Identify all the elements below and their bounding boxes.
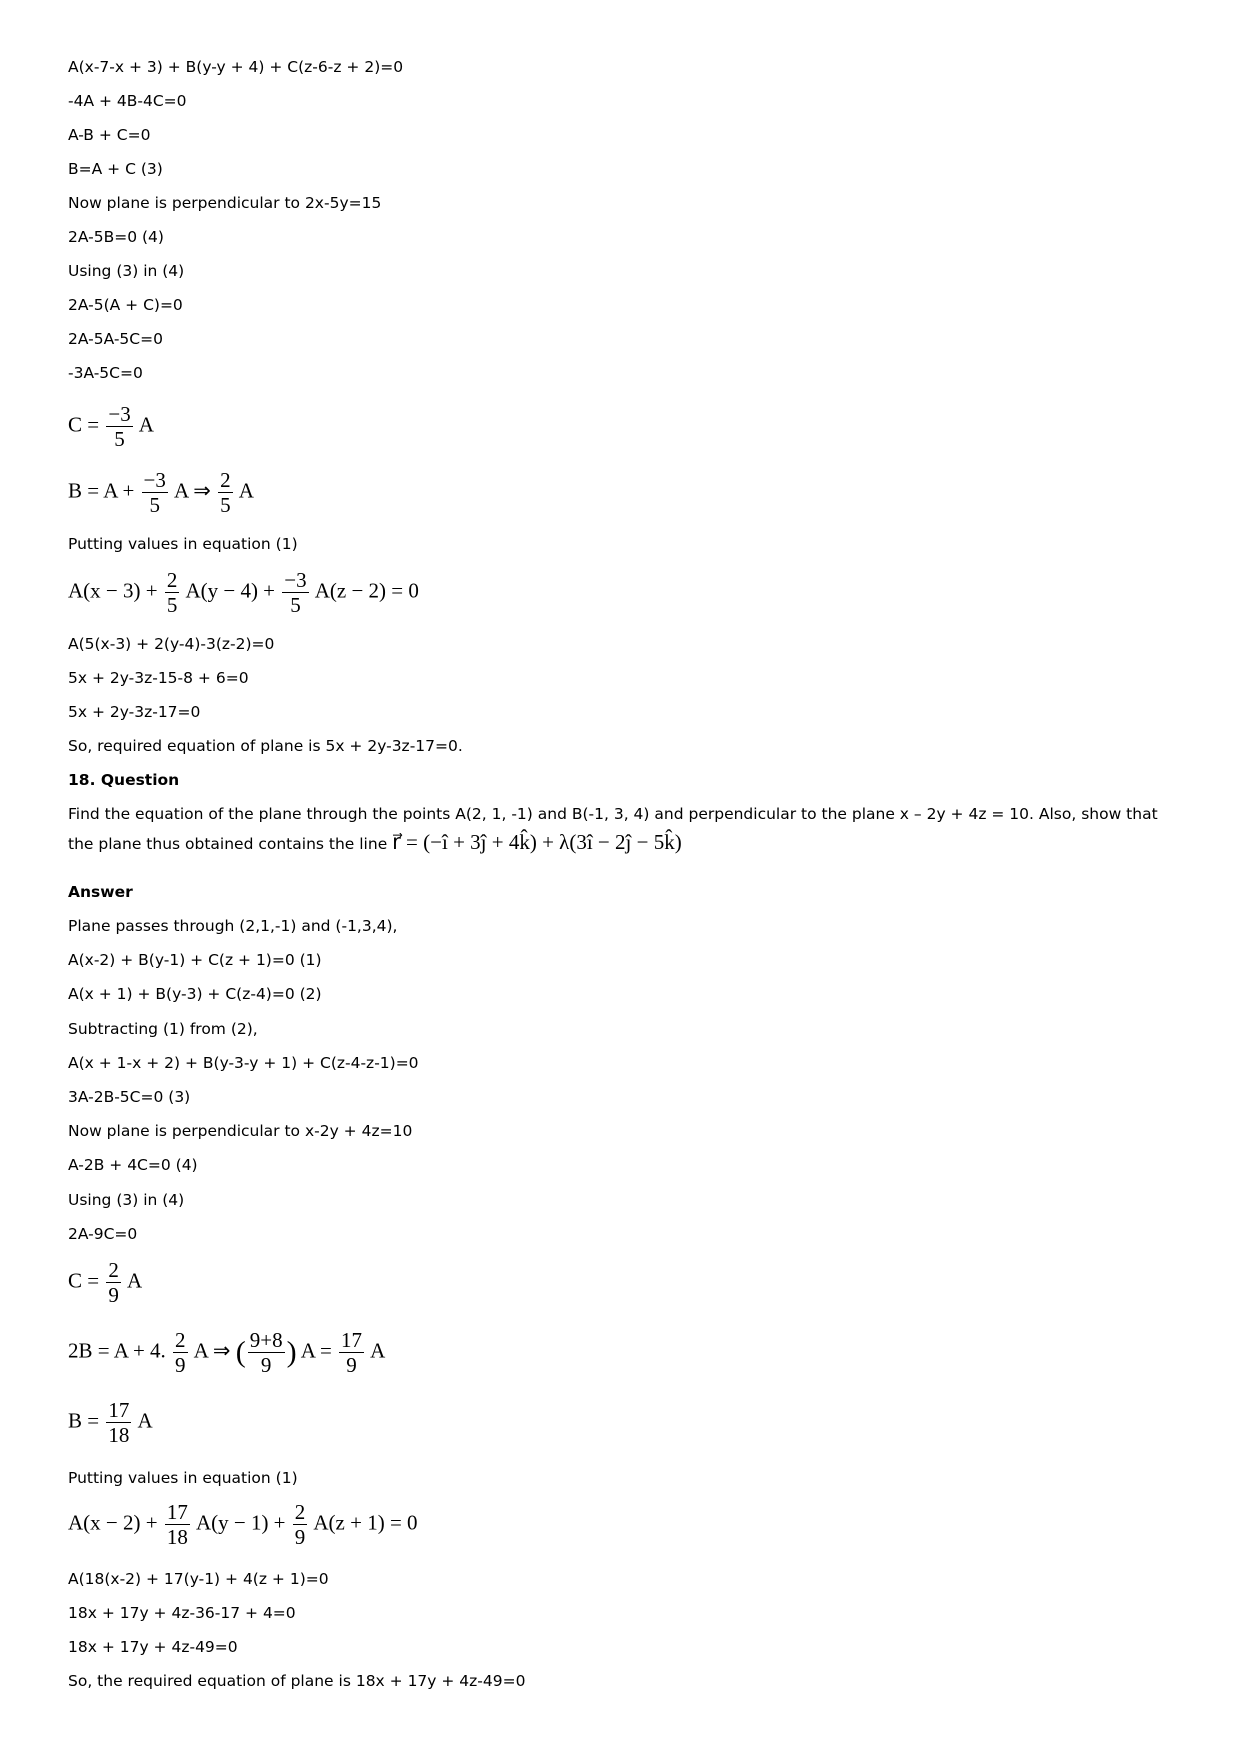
equation-line: B=A + C (3) — [68, 160, 163, 178]
equation-line: A(18(x-2) + 17(y-1) + 4(z + 1)=0 — [68, 1570, 329, 1588]
math-formula-b: B = A + $\frac{-3}{5}$ A ⇒ $\frac{2}{5}$ A — [68, 468, 254, 517]
equation-line: A(x-2) + B(y-1) + C(z + 1)=0 (1) — [68, 951, 322, 969]
text-line: Using (3) in (4) — [68, 262, 185, 280]
equation-line: 5x + 2y-3z-17=0 — [68, 703, 201, 721]
equation-line: 2A-5A-5C=0 — [68, 330, 163, 348]
math-formula-b: B = $\frac{17}{18}$ A — [68, 1398, 153, 1447]
text-line: Putting values in equation (1) — [68, 535, 298, 553]
math-formula-c: C = $\frac{2}{9}$ A — [68, 1258, 143, 1307]
text-line: Plane passes through (2,1,-1) and (-1,3,4), — [68, 917, 398, 935]
equation-line: 5x + 2y-3z-15-8 + 6=0 — [68, 669, 249, 687]
equation-line: A-2B + 4C=0 (4) — [68, 1156, 198, 1174]
text-line: Subtracting (1) from (2), — [68, 1020, 258, 1038]
question-text: Find the equation of the plane through the points A(2, 1, -1) and B(-1, 3, 4) and perpendicular to the plane x – 2y + 4z = 10. Also, show that the plane thus obtained contains the line r⃗ = (−î + 3ĵ + 4k̂) + λ(3î − 2ĵ − 5k̂) — [68, 805, 1158, 854]
equation-line: A(x + 1) + B(y-3) + C(z-4)=0 (2) — [68, 985, 322, 1003]
equation-line: A(x-7-x + 3) + B(y-y + 4) + C(z-6-z + 2)=0 — [68, 58, 404, 76]
equation-line: 2A-9C=0 — [68, 1225, 138, 1243]
equation-line: -4A + 4B-4C=0 — [68, 92, 187, 110]
math-formula-2b: 2B = A + 4. $\frac{2}{9}$ A ⇒ ( $\frac{9+8}{9}$ ) A = $\frac{17}{9}$ A — [68, 1328, 386, 1377]
conclusion-line: So, required equation of plane is 5x + 2y-3z-17=0. — [68, 737, 463, 755]
answer-label: Answer — [68, 883, 133, 901]
math-formula-c: C = $\frac{-3}{5}$ A — [68, 402, 154, 451]
equation-line: 3A-2B-5C=0 (3) — [68, 1088, 191, 1106]
equation-line: 18x + 17y + 4z-49=0 — [68, 1638, 238, 1656]
equation-line: 2A-5(A + C)=0 — [68, 296, 183, 314]
equation-line: A(5(x-3) + 2(y-4)-3(z-2)=0 — [68, 635, 275, 653]
equation-line: A-B + C=0 — [68, 126, 151, 144]
equation-line: -3A-5C=0 — [68, 364, 143, 382]
equation-line: 18x + 17y + 4z-36-17 + 4=0 — [68, 1604, 296, 1622]
text-line: Putting values in equation (1) — [68, 1469, 298, 1487]
text-line: Using (3) in (4) — [68, 1191, 185, 1209]
vector-equation: r⃗ = (−î + 3ĵ + 4k̂) + λ(3î − 2ĵ − 5k̂) — [392, 830, 682, 854]
math-formula-plane: A(x − 2) + $\frac{17}{18}$ A(y − 1) + $\frac{2}{9}$ A(z + 1) = 0 — [68, 1500, 418, 1549]
text-line: Now plane is perpendicular to 2x-5y=15 — [68, 194, 382, 212]
text-line: Now plane is perpendicular to x-2y + 4z=10 — [68, 1122, 413, 1140]
conclusion-line: So, the required equation of plane is 18x + 17y + 4z-49=0 — [68, 1672, 526, 1690]
equation-line: 2A-5B=0 (4) — [68, 228, 164, 246]
equation-line: A(x + 1-x + 2) + B(y-3-y + 1) + C(z-4-z-1)=0 — [68, 1054, 419, 1072]
question-heading: 18. Question — [68, 771, 180, 789]
math-formula-plane: A(x − 3) + $\frac{2}{5}$ A(y − 4) + $\frac{-3}{5}$ A(z − 2) = 0 — [68, 568, 419, 617]
